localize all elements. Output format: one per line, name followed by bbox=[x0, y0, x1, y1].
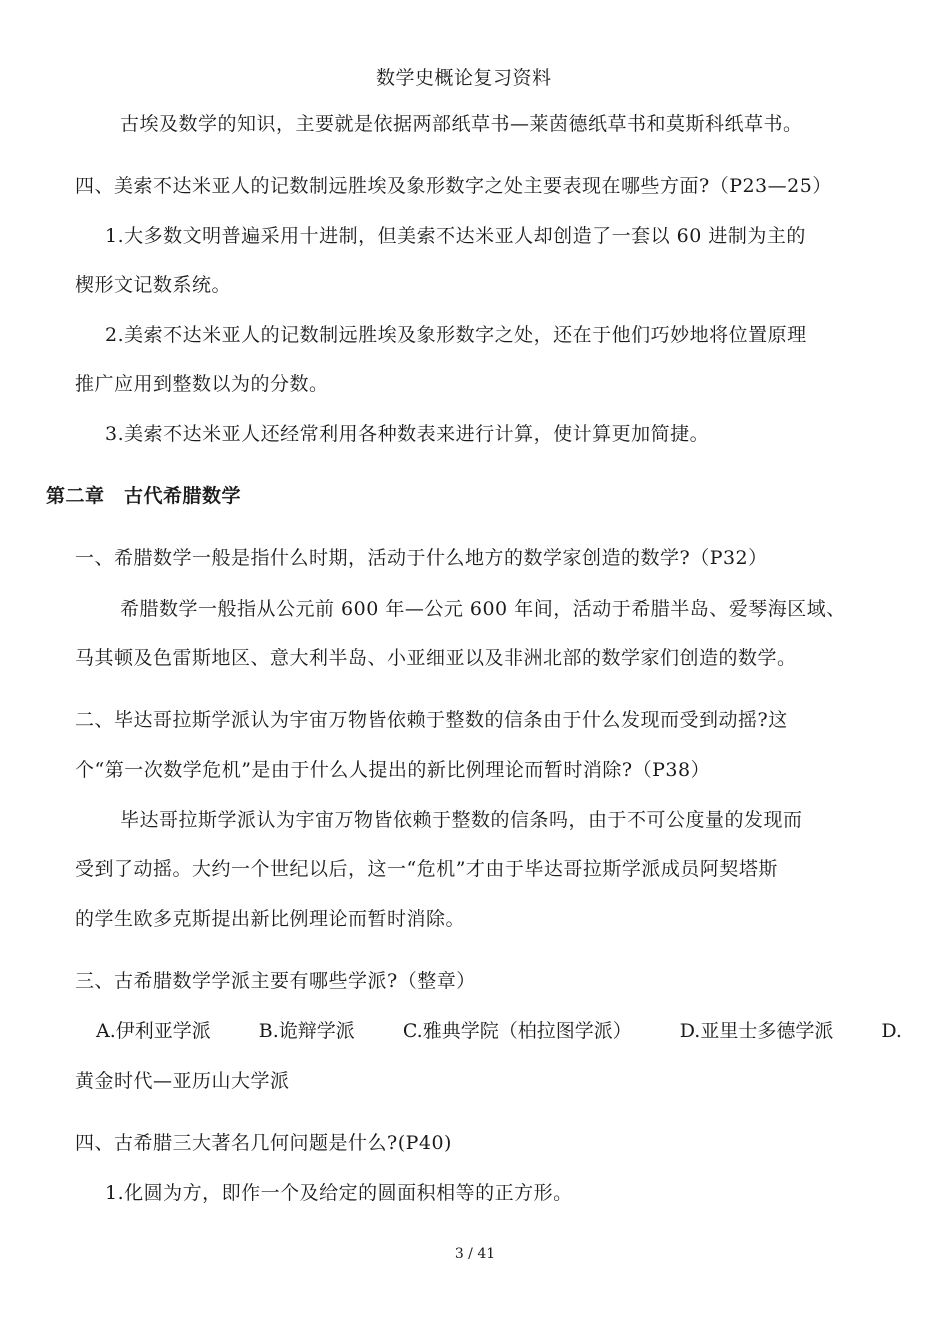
question-heading: 个“第一次数学危机”是由于什么人提出的新比例理论而暂时消除?（P38） bbox=[75, 759, 711, 781]
answer-line: 希腊数学一般指从公元前 600 年—公元 600 年间，活动于希腊半岛、爱琴海区域、 bbox=[120, 598, 846, 620]
answer-line: 毕达哥拉斯学派认为宇宙万物皆依赖于整数的信条吗，由于不可公度量的发现而 bbox=[120, 809, 803, 831]
option-item: A.伊利亚学派 bbox=[96, 1020, 211, 1042]
chapter-heading: 第二章 古代希腊数学 bbox=[46, 485, 242, 507]
question-heading: 二、毕达哥拉斯学派认为宇宙万物皆依赖于整数的信条由于什么发现而受到动摇?这 bbox=[75, 709, 788, 731]
answer-line: 马其顿及色雷斯地区、意大利半岛、小亚细亚以及非洲北部的数学家们创造的数学。 bbox=[75, 647, 797, 669]
intro-paragraph: 古埃及数学的知识，主要就是依据两部纸草书—莱茵德纸草书和莫斯科纸草书。 bbox=[120, 113, 803, 135]
question-heading: 一、希腊数学一般是指什么时期，活动于什么地方的数学家创造的数学?（P32） bbox=[75, 547, 768, 569]
answer-line: 2.美索不达米亚人的记数制远胜埃及象形数字之处，还在于他们巧妙地将位置原理 bbox=[105, 324, 807, 346]
answer-line: 黄金时代—亚历山大学派 bbox=[75, 1070, 290, 1092]
question-heading: 四、美索不达米亚人的记数制远胜埃及象形数字之处主要表现在哪些方面?（P23—25） bbox=[75, 175, 832, 197]
option-item: B.诡辩学派 bbox=[258, 1020, 355, 1042]
answer-line: 受到了动摇。大约一个世纪以后，这一“危机”才由于毕达哥拉斯学派成员阿契塔斯 bbox=[75, 858, 778, 880]
school-options-row bbox=[96, 1019, 902, 1043]
document-title: 数学史概论复习资料 bbox=[376, 67, 552, 89]
answer-line: 楔形文记数系统。 bbox=[75, 274, 232, 296]
answer-line: 的学生欧多克斯提出新比例理论而暂时消除。 bbox=[75, 908, 466, 930]
option-item: D.亚里士多德学派 bbox=[679, 1020, 834, 1042]
question-heading: 四、古希腊三大著名几何问题是什么?(P40) bbox=[75, 1132, 452, 1154]
question-heading: 三、古希腊数学学派主要有哪些学派?（整章） bbox=[75, 970, 476, 992]
answer-line: 1.大多数文明普遍采用十进制，但美索不达米亚人却创造了一套以 60 进制为主的 bbox=[105, 225, 806, 247]
answer-line: 推广应用到整数以为的分数。 bbox=[75, 373, 329, 395]
answer-line: 1.化圆为方，即作一个及给定的圆面积相等的正方形。 bbox=[105, 1182, 573, 1204]
page-number: 3 / 41 bbox=[454, 1246, 496, 1262]
answer-line: 3.美索不达米亚人还经常利用各种数表来进行计算，使计算更加简捷。 bbox=[105, 423, 710, 445]
option-item: D. bbox=[881, 1020, 902, 1042]
option-item: C.雅典学院（柏拉图学派） bbox=[402, 1020, 632, 1042]
